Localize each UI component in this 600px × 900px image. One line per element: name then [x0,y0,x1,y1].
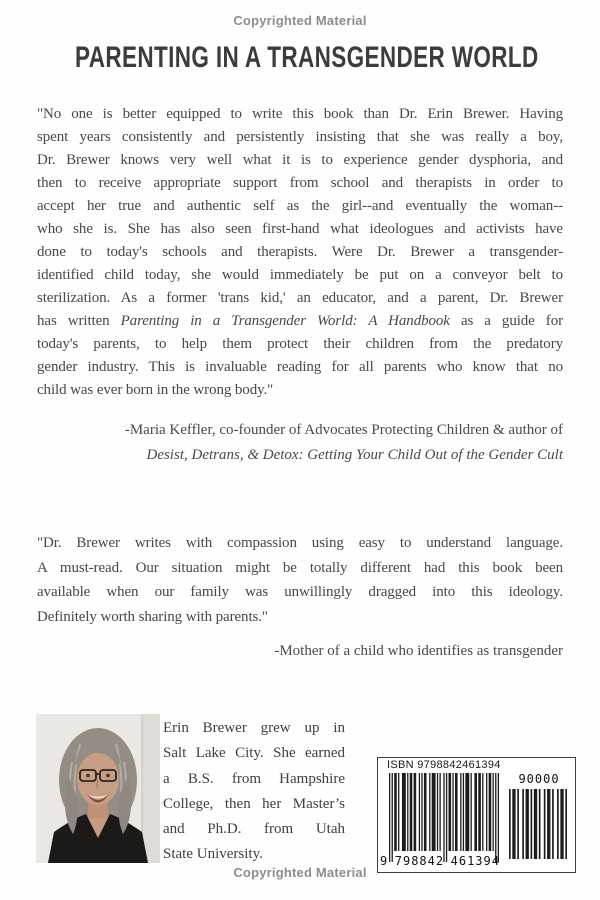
text-line: spent years consistently and persistently insisting that she was really a boy, [37,129,563,145]
barcode-price-code: 90000 [518,772,560,786]
isbn-number-label: ISBN 9798842461394 [387,759,501,771]
text-line: "No one is better equipped to write this book than Dr. Erin Brewer. Having [37,106,563,122]
text-line: then to receive appropriate support from school and therapists in order to [37,175,563,191]
text-line: Salt Lake City. She earned [163,745,345,762]
barcode-main [389,773,499,862]
right-eye [106,774,110,778]
text-line: State University. [163,846,263,863]
author-photo [36,714,160,863]
barcode-digit-group: 798842 [394,854,445,868]
book-title: PARENTING IN A TRANSGENDER WORLD [75,41,539,74]
text-line: and Ph.D. from Utah [163,821,345,838]
author-bio [163,716,345,868]
text-line: identified child today, she would immediately be put on a conveyor belt to [37,267,563,283]
text-line: child was ever born in the wrong body." [37,382,274,398]
text-line: today's parents, to help them protect their children from the predatory [37,336,563,352]
text-line: Dr. Brewer knows very well what it is to experience gender dysphoria, and [37,152,563,168]
endorsement-quote-1 [37,103,563,402]
text-line: "Dr. Brewer writes with compassion using easy to understand language. [37,535,563,551]
text-line: College, then her Master’s [163,795,345,812]
text-line: Definitely worth sharing with parents." [37,608,268,625]
barcode-addon [509,789,567,859]
text-line: a B.S. from Hampshire [163,770,345,787]
left-eye [86,774,90,778]
text-line: sterilization. As a former 'trans kid,' an educator, and a parent, Dr. Brewer [37,290,563,306]
endorsement-attribution-1 [37,418,563,468]
isbn-barcode-block [377,757,576,873]
barcode-digit-group: 9 [380,854,389,868]
attribution-name-line: -Maria Keffler, co-founder of Advocates Protecting Children & author of [124,422,563,438]
photo-wall-shade [142,714,160,863]
text-line: done to today's schools and therapists. Were Dr. Brewer a transgender- [37,244,563,260]
text-line: Erin Brewer grew up in [163,720,345,736]
barcode-digit-group: 461394 [450,854,500,868]
text-line: gender industry. This is invaluable reading for all parents who know that no [37,359,563,375]
endorsement-attribution-2: -Mother of a child who identifies as transgender [274,643,563,659]
text-line: who she is. She has also seen first-hand what ideologues and activists have [37,221,563,237]
text-line: has written Parenting in a Transgender World: A Handbook as a guide for [37,313,563,329]
text-line: accept her true and authentic self as the girl--and eventually the woman-- [37,198,563,214]
copyright-notice-top: Copyrighted Material [233,13,367,28]
text-line: available when our family was unwillingly dragged into this ideology. [37,584,563,600]
endorsement-quote-2 [37,531,563,629]
attribution-book-title-line: Desist, Detrans, & Detox: Getting Your Child Out of the Gender Cult [146,447,563,463]
text-line: A must-read. Our situation might be totally different had this book been [37,559,563,576]
copyright-notice-bottom: Copyrighted Material [233,865,367,880]
